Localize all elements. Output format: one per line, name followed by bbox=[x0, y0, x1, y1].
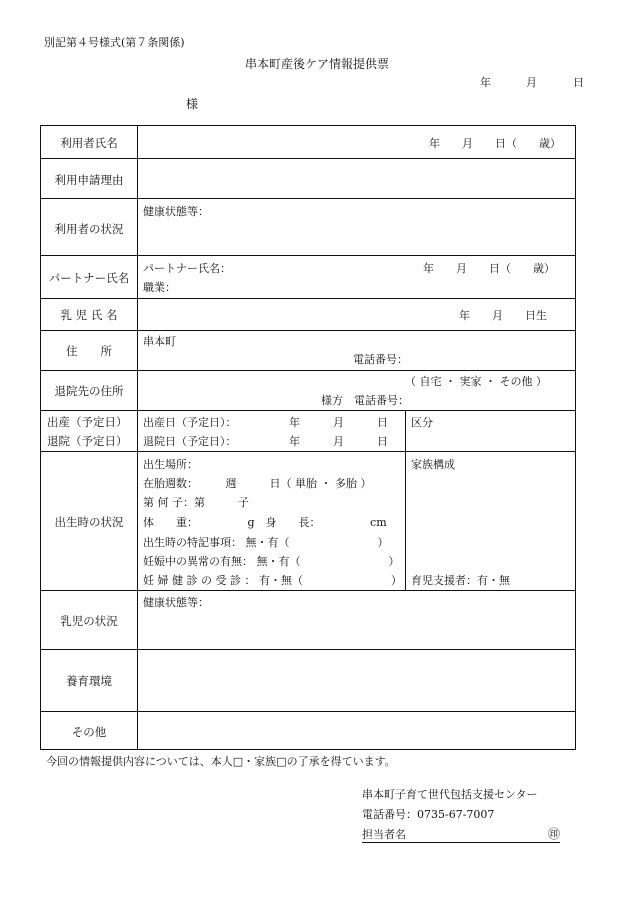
row-divider bbox=[41, 370, 575, 371]
discharge-date-field: 退院日（予定日）： bbox=[143, 435, 237, 448]
birth-special-notes: 出生時の特記事項： 無・有（ ） bbox=[143, 536, 389, 549]
user-birthdate-age: 年 月 日（ 歳） bbox=[429, 137, 561, 150]
discharge-options: （ 自宅 ・ 実家 ・ その他 ） bbox=[405, 375, 547, 388]
row-divider bbox=[41, 330, 575, 331]
address-label: 住 所 bbox=[66, 344, 112, 358]
discharge-phone-label: 様方 電話番号： bbox=[321, 394, 409, 407]
category-divider bbox=[405, 410, 406, 451]
user-health-label: 健康状態等： bbox=[143, 205, 209, 218]
prenatal-checkup: 妊 婦 健 診 の 受 診 ： 有・無（ ） bbox=[143, 574, 402, 587]
form-title: 串本町産後ケア情報提供票 bbox=[245, 57, 390, 71]
date-year: 年 bbox=[480, 76, 491, 89]
row-divider bbox=[41, 711, 575, 712]
row-divider bbox=[41, 198, 575, 199]
birth-date-label: 出産（予定日） bbox=[47, 415, 128, 429]
row-divider bbox=[41, 649, 575, 650]
signature-underline bbox=[362, 842, 560, 843]
label-column-divider bbox=[137, 126, 138, 749]
birth-date-field: 出産日（予定日）： bbox=[143, 416, 237, 429]
user-status-label: 利用者の状況 bbox=[54, 222, 124, 236]
row-divider bbox=[41, 158, 575, 159]
address-phone-label: 電話番号： bbox=[353, 353, 408, 366]
environment-label: 養育環境 bbox=[66, 674, 112, 688]
consent-statement: 今回の情報提供内容については、本人□・家族□の了承を得ています。 bbox=[46, 755, 396, 768]
row-divider bbox=[41, 410, 575, 411]
user-name-label: 利用者氏名 bbox=[60, 136, 118, 150]
date-day: 日 bbox=[573, 76, 584, 89]
reason-label: 利用申請理由 bbox=[54, 173, 124, 187]
row-divider bbox=[41, 590, 575, 591]
category-label: 区分 bbox=[411, 416, 433, 429]
person-in-charge: 担当者名 bbox=[362, 828, 406, 841]
pregnancy-abnormality: 妊娠中の異常の有無： 無・有（ ） bbox=[143, 555, 400, 568]
info-form-table bbox=[40, 125, 576, 750]
birth-ymd: 年 月 日 bbox=[289, 416, 388, 429]
seal-mark: ㊞ bbox=[548, 827, 561, 841]
family-divider bbox=[405, 451, 406, 590]
partner-label: パートナー氏名 bbox=[48, 271, 130, 285]
center-name: 串本町子育て世代包括支援センター bbox=[362, 788, 538, 801]
infant-status-label: 乳児の状況 bbox=[60, 614, 118, 628]
discharge-address-label: 退院先の住所 bbox=[54, 384, 124, 398]
partner-name-label: パートナー氏名： bbox=[143, 262, 231, 275]
gestation-weeks: 在胎週数： 週 日（ 単胎 ・ 多胎 ） bbox=[143, 477, 372, 490]
partner-birthdate-age: 年 月 日（ 歳） bbox=[423, 262, 555, 275]
birth-place: 出生場所： bbox=[143, 458, 198, 471]
family-structure-label: 家族構成 bbox=[411, 458, 455, 471]
address-town: 串本町 bbox=[143, 335, 176, 348]
date-month: 月 bbox=[526, 76, 537, 89]
discharge-ymd: 年 月 日 bbox=[289, 435, 388, 448]
form-number: 別記第４号様式(第７条関係) bbox=[44, 36, 185, 49]
infant-name-label: 乳 児 氏 名 bbox=[60, 308, 118, 322]
weight-height: 体 重： g 身 長： cm bbox=[143, 516, 387, 529]
birth-status-label: 出生時の状況 bbox=[54, 515, 124, 529]
infant-health-label: 健康状態等： bbox=[143, 596, 209, 609]
discharge-date-label: 退院（予定日） bbox=[47, 434, 128, 448]
center-phone: 電話番号：0735-67-7007 bbox=[362, 808, 495, 821]
recipient-suffix: 様 bbox=[186, 97, 199, 111]
child-order: 第 何 子：第 子 bbox=[143, 496, 249, 509]
other-label: その他 bbox=[71, 725, 107, 739]
partner-job-label: 職業： bbox=[143, 281, 176, 294]
row-divider bbox=[41, 451, 575, 452]
row-divider bbox=[41, 298, 575, 299]
infant-birthdate: 年 月 日生 bbox=[459, 309, 547, 322]
childcare-supporter: 育児支援者：有・無 bbox=[411, 574, 510, 587]
row-divider bbox=[41, 255, 575, 256]
